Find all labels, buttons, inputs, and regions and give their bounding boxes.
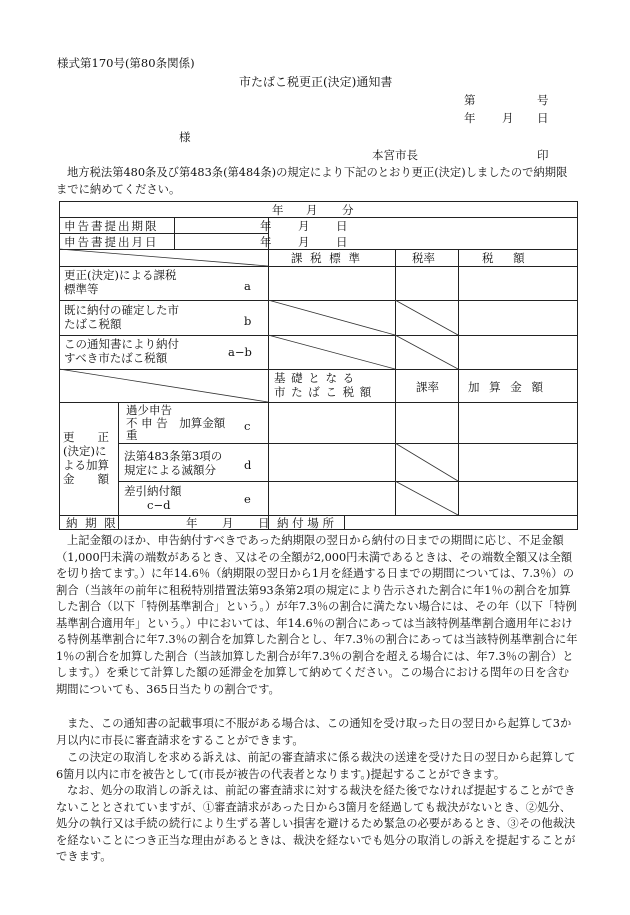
date-day: 日 xyxy=(537,111,549,125)
sub1-key: c xyxy=(244,419,251,433)
filing-date-label: 申告書提出月日 xyxy=(64,235,159,249)
row-b-label: 既に納付の確定した市 たばこ税額 xyxy=(64,303,179,332)
filing-date-day: 日 xyxy=(336,235,348,249)
period-year: 年 xyxy=(272,203,284,217)
note-revocation: なお、処分の取消しの訴えは、前記の審査請求に対する裁決を経た後でなければ提起することができないこととされていますが、①審査請求があった日から3箇月を経過しても裁決がないとき、②処分、処分の執行又は手続の続行により生ずる著しい損害を避けるため緊急の必要があるとき、③その他裁決を経ないことにつき正当な理由があるときは、裁決を経ないでも処分の取消しの訴えを提起することができます。 xyxy=(56,784,576,863)
filing-deadline-day: 日 xyxy=(336,219,348,233)
due-day: 日 xyxy=(258,516,270,530)
date-month: 月 xyxy=(502,111,514,125)
filing-deadline-month: 月 xyxy=(298,219,310,233)
filing-date-month: 月 xyxy=(298,235,310,249)
col-basis: 基 礎 と な る 市 た ば こ 税 額 xyxy=(274,371,373,400)
col-rate: 税率 xyxy=(412,251,435,265)
penalty-side-label: 更 正 (決定)に よる加算 金 額 xyxy=(63,430,109,486)
col-rate2: 課率 xyxy=(416,380,439,394)
row-a-label: 更正(決定)による課税 標準等 xyxy=(64,268,177,297)
filing-date-year: 年 xyxy=(260,235,272,249)
document-title: 市たばこ税更正(決定)通知書 xyxy=(239,75,393,89)
note-appeal: また、この通知書の記載事項に不服がある場合は、この通知を受け取った日の翌日から起算して3か月以内に市長に審査請求をすることができます。 xyxy=(56,717,572,747)
due-date-label: 納 期 限 xyxy=(66,516,118,530)
due-month: 月 xyxy=(222,516,234,530)
filing-deadline-label: 申告書提出期限 xyxy=(64,219,159,233)
sub1-label: 過少申告 不 申 告 加算金額 重 xyxy=(126,403,226,442)
sub3-label: 差引納付額 c−d xyxy=(124,484,182,513)
sub2-key: d xyxy=(244,458,252,472)
seal-mark: 印 xyxy=(537,148,549,162)
addressee-honorific: 様 xyxy=(179,130,191,144)
filing-deadline-year: 年 xyxy=(260,219,272,233)
period-month: 月 xyxy=(306,203,318,217)
sub2-label: 法第483条第3項の 規定による滅額分 xyxy=(124,449,223,478)
note-lawsuit: この決定の取消しを求める訴えは、前記の審査請求に係る裁決の送達を受けた日の翌日から起算して6箇月以内に市を被告として(市長が被告の代表者となります。)提起することができます。 xyxy=(56,751,576,781)
row-a-key: a xyxy=(244,279,251,293)
form-number: 様式第170号(第80条関係) xyxy=(57,56,195,70)
date-year: 年 xyxy=(464,111,476,125)
doc-number-dai: 第 xyxy=(464,93,476,107)
note-delinquency: 上記金額のほか、申告納付すべきであった納期限の翌日から納付の日までの期間に応じ、不足金額（1,000円未満の端数があるとき、又はその全額が2,000円未満であるときは、その端数全額又は全額を切り捨てます。）に年14.6％（納期限の翌日から1月を経過する日までの期間については、7.3％）の割合（当該年の前年に租税特別措置法第93条第2項の規定により告示された割合に年1％の割合を加算した割合（以下「特例基準割合」という。）が年7.3％の割合に満たない場合には、その年（以下「特例基準割合適用年」という。）中においては、年14.6％の割合にあっては当該特例基準割合適用年における特例基準割合に年7.3％の割合を加算した割合とし、年7.3％の割合にあっては当該特例基準割合に年1％の割合を加算した割合（当該加算した割合が年7.3％の割合を超える場合には、年7.3％の割合）とします。）を乗じて計算した額の延滞金を加算して納めてください。この場合における閏年の日を含む期間についても、365日当たりの割合です。 xyxy=(56,534,578,696)
row-c-key: a−b xyxy=(228,345,252,359)
row-c-label: この通知書により納付 すべき市たばこ税額 xyxy=(64,337,179,366)
issuer-name: 本宮市長 xyxy=(372,148,418,162)
col-penalty: 加 算 金 額 xyxy=(468,380,546,394)
sub3-key: e xyxy=(244,492,251,506)
payment-place-label: 納 付 場 所 xyxy=(277,516,334,530)
period-bun: 分 xyxy=(342,203,354,217)
due-year: 年 xyxy=(186,516,198,530)
row-b-key: b xyxy=(244,314,252,328)
intro-paragraph: 地方税法第480条及び第483条(第484条)の規定により下記のとおり更正(決定)しましたので納期限までに納めてください。 xyxy=(56,166,568,196)
col-tax-amount: 税 額 xyxy=(482,251,533,265)
doc-number-go: 号 xyxy=(537,93,549,107)
col-tax-base: 課 税 標 準 xyxy=(291,251,362,265)
